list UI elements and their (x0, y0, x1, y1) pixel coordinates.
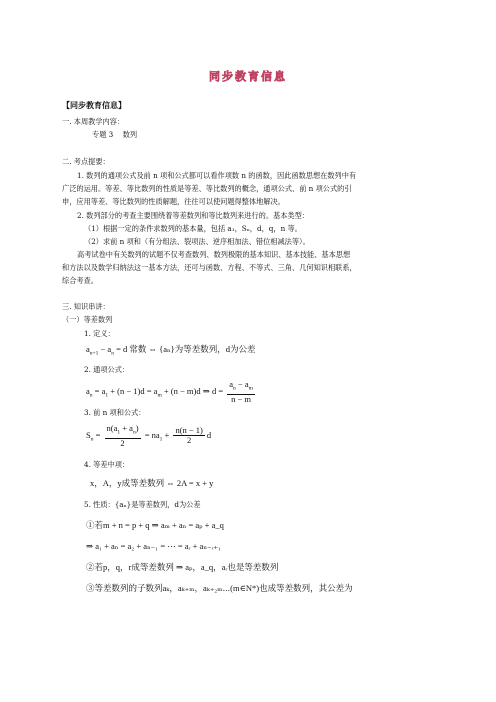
list-item: （1）根据一定的条件求数列的基本量，包括 a₁，Sₙ，d，q，n 等。 (84, 224, 302, 233)
general-term-formula: $a_n = a_1 + (n - 1)d = a_m + (n - m)d$ ⇒ d = $\frac{a_n - a_m}{n - m}$ (86, 379, 253, 404)
item-middle-term: 4. 等差中项： (84, 460, 130, 469)
item-definition: 1. 定义： (84, 329, 115, 338)
subsection-title: （一）等差数列 (62, 315, 113, 324)
item-properties: 5. 性质：{aₙ}是等差数列，d为公差 (84, 500, 201, 509)
paragraph-line: 1. 数列的通项公式及前 n 项和公式都可以看作项数 n 的函数，因此函数思想在数列中有 (77, 171, 357, 180)
property-3: ③等差数列的子数列aₖ，aₖ₊ₘ，aₖ₊₂ₘ⋯(m∈N*)也成等差数列，其公差为 (86, 583, 353, 593)
section-1-topic: 专题 3 数列 (92, 130, 138, 139)
banner-title: 同步教育信息 (209, 70, 287, 83)
section-2-title: 二. 考点提要： (62, 157, 110, 166)
paragraph-line: 高考试卷中有关数列的试题不仅考查数列、数列极限的基本知识、基本技能、基本思想 (77, 250, 351, 259)
paragraph-line: 申，应用等差、等比数列的性质解题，往往可以使问题得整体地解决。 (62, 197, 285, 206)
property-1-cont: ⇒ a₁ + aₙ = a₂ + aₙ₋₁ = ⋯ = aᵣ + aₙ₋ᵣ₊₁ (86, 541, 221, 551)
sum-formula: $S_n$ = $\frac{n(a_1 + a_n)}{2}$ = $na_1$ + $\frac{n(n - 1)}{2}$ d (86, 423, 212, 448)
middle-term-formula: x，A，y成等差数列 ⇔ 2A = x + y (90, 478, 214, 488)
item-sum-formula: 3. 前 n 项和公式： (84, 408, 146, 417)
section-1-title: 一. 本周教学内容： (62, 117, 125, 126)
item-general-term: 2. 通项公式： (84, 365, 130, 374)
section-3-title: 三. 知识串讲： (62, 302, 110, 311)
property-2: ②若p，q，r成等差数列 ⇒ aₚ，a_q，aᵣ也是等差数列 (86, 562, 279, 572)
property-1: ①若m + n = p + q ⇒ aₘ + aₙ = aₚ + a_q (86, 520, 224, 530)
paragraph-line: 和方法以及数学归纳法这一基本方法，还可与函数、方程、不等式、三角、几何知识相联系， (62, 263, 357, 272)
section-heading: 【同步教育信息】 (62, 100, 126, 110)
paragraph-line: 广泛的运用。等差、等比数列的性质是等差、等比数列的概念，通项公式、前 n 项公式的引 (62, 184, 352, 193)
definition-formula: $a_{n+1} - a_n = d$ 常数 ⇔ {aₙ}为等差数列，d为公差 (86, 344, 256, 357)
list-item: （2）求前 n 项和（有分组法、裂项法、逆序相加法、错位相减法等）。 (84, 237, 310, 246)
paragraph-line: 综合考查。 (62, 276, 98, 285)
paragraph-line: 2. 数列部分的考查主要围绕着等差数列和等比数列来进行的。基本类型： (77, 211, 309, 220)
